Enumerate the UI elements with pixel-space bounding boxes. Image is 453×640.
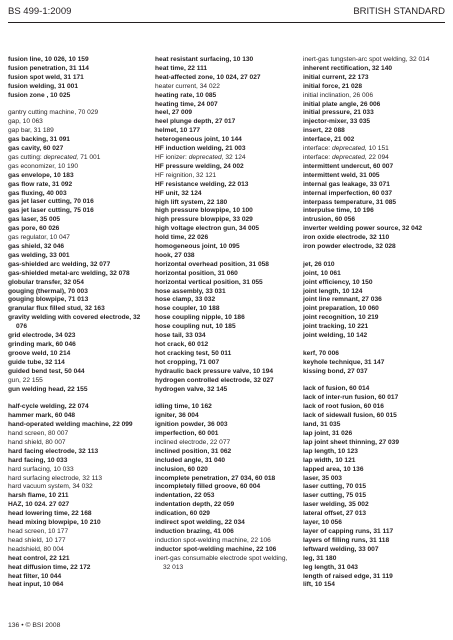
index-entry: hot crack, 60 012 (155, 341, 209, 348)
index-entry: laser welding, 35 002 (303, 501, 369, 509)
index-entry: lap width, 10 121 (303, 456, 356, 464)
index-entry: hose assembly, 33 031 (155, 287, 226, 295)
index-entry: hand screen, 80 007 (8, 430, 69, 438)
index-entry: HF induction welding, 21 003 (155, 145, 246, 153)
index-entry: intrusion, 60 056 (303, 216, 356, 224)
index-entry: initial force, 21 028 (303, 82, 363, 90)
index-entry: head screen, 10 177 (8, 528, 69, 535)
index-entry: gas jet laser cutting, 75 016 (8, 207, 94, 215)
standard-number: BS 499-1:2009 (8, 6, 72, 17)
index-entry: hard vacuum system, 34 032 (8, 483, 93, 491)
index-entry: heat filter, 10 044 (8, 572, 62, 580)
index-entry: gas economizer, 10 190 (8, 162, 79, 170)
index-entry: injector-mixer, 33 035 (303, 118, 371, 126)
index-entry: hammer mark, 60 048 (8, 412, 76, 420)
index-entry: initial plate angle, 26 006 (303, 100, 381, 108)
index-entry: insert, 22 088 (303, 127, 345, 135)
index-entry: layers of filling runs, 31 118 (303, 536, 390, 544)
index-entry: lap length, 10 123 (303, 447, 358, 455)
index-entry: gouging (thermal), 70 003 (8, 287, 88, 295)
index-entry: interface: deprecated, 22 094 (303, 153, 389, 161)
index-entry: fusion zone , 10 025 (8, 91, 71, 99)
index-entry: fusion penetration, 31 114 (8, 64, 89, 72)
index-entry: hand-operated welding machine, 22 099 (8, 421, 133, 429)
index-column-1 (8, 56, 148, 590)
index-entry: interface, 21 002 (303, 136, 355, 144)
index-entry: heel plunge depth, 27 017 (155, 118, 236, 126)
index-entry: initial current, 22 173 (303, 73, 369, 81)
index-entry: imperfection, 60 001 (155, 430, 219, 438)
index-entry: gas cutting: deprecated, 71 001 (8, 153, 101, 161)
index-entry: fusion line, 10 026, 10 159 (8, 56, 89, 63)
index-entry: hard facing electrode, 32 113 (8, 447, 99, 455)
index-entry: initial inclination, 26 006 (303, 91, 374, 99)
index-entry: leftward welding, 33 007 (303, 545, 379, 553)
index-entry: gravity welding with covered electrode, 32 076 (8, 314, 141, 331)
index-entry: intermittent undercut, 60 007 (303, 162, 394, 170)
index-entry: heterogeneous joint, 10 144 (155, 136, 242, 144)
index-column-3 (303, 56, 443, 590)
index-entry: indirect spot welding, 22 034 (155, 519, 245, 527)
index-entry: gas flow rate, 31 092 (8, 180, 73, 188)
index-entry: indentation, 22 053 (155, 492, 215, 500)
page-footer: 136 • © BSI 2008 (8, 622, 61, 629)
index-entry: hose coupling nipple, 10 186 (155, 314, 245, 322)
index-entry: interpulse time, 10 196 (303, 207, 374, 215)
index-entry: high pressure blowpipe, 33 029 (155, 216, 253, 224)
index-entry: internal imperfection, 60 037 (303, 189, 393, 197)
index-entry: heater current, 34 022 (155, 82, 220, 90)
index-entry: head shield, 10 177 (8, 536, 66, 544)
publisher-title: BRITISH STANDARD (353, 6, 445, 17)
index-entry: gas-shielded arc welding, 32 077 (8, 260, 111, 268)
index-entry: joint preparation, 10 060 (303, 305, 379, 313)
index-entry: lift, 10 154 (303, 581, 335, 589)
index-entry: lateral offset, 27 013 (303, 510, 367, 518)
index-entry: heat input, 10 064 (8, 581, 64, 589)
index-entry: inclusion, 60 020 (155, 465, 208, 473)
index-entry: HF ionizer: deprecated, 32 124 (155, 153, 246, 161)
index-entry: lap joint, 31 026 (303, 430, 353, 438)
index-entry: laser cutting, 70 015 (303, 483, 367, 491)
index-entry: ignition powder, 36 003 (155, 421, 228, 429)
index-entry: indentation depth, 22 059 (155, 501, 235, 509)
index-entry: induction brazing, 41 006 (155, 528, 234, 536)
index-entry: hot cropping, 71 007 (155, 358, 220, 366)
index-entry: indication, 60 029 (155, 510, 210, 518)
index-entry: inherent rectification, 32 140 (303, 64, 393, 72)
index-entry: high pressure blowpipe, 10 100 (155, 207, 253, 215)
index-entry: inert-gas tungsten-arc spot welding, 32 014 (303, 56, 430, 63)
index-entry: laser cutting, 75 015 (303, 492, 367, 500)
index-entry: gas jet laser cutting, 70 016 (8, 198, 94, 206)
index-entry: hose coupler, 10 188 (155, 305, 220, 313)
index-entry: joint recognition, 10 219 (303, 314, 379, 322)
index-entry: heating time, 24 007 (155, 100, 218, 108)
index-entry: gas shield, 32 046 (8, 243, 65, 251)
index-entry: hard facing, 10 033 (8, 456, 68, 464)
index-entry: half-cycle welding, 22 074 (8, 403, 89, 411)
index-entry: lap joint sheet thinning, 27 039 (303, 438, 399, 446)
index-entry: gas fluxing, 40 003 (8, 189, 67, 197)
header-rule (8, 22, 445, 23)
index-entry: gas laser, 35 005 (8, 216, 61, 224)
index-entry: intermittent weld, 31 005 (303, 171, 380, 179)
index-entry: length of raised edge, 31 119 (303, 572, 393, 580)
index-entry: HAZ, 10 024. 27 027 (8, 501, 70, 509)
index-entry: hydrogen valve, 32 145 (155, 385, 228, 393)
index-entry: lack of sidewall fusion, 60 015 (303, 412, 397, 420)
index-entry: horizontal position, 31 060 (155, 269, 238, 277)
index-entry: idling time, 10 162 (155, 403, 212, 411)
index-entry: HF pressure welding, 24 002 (155, 162, 244, 170)
index-entry: fusion spot weld, 31 171 (8, 73, 84, 81)
index-entry: joint tracking, 10 221 (303, 323, 369, 331)
index-entry: harsh flame, 10 211 (8, 492, 69, 500)
index-entry: gantry cutting machine, 70 029 (8, 109, 99, 117)
index-entry: heating rate, 10 085 (155, 91, 217, 99)
index-entry: helmet, 10 177 (155, 127, 201, 135)
index-entry: HF resistance welding, 22 013 (155, 180, 249, 188)
index-entry: heat time, 22 111 (155, 64, 208, 72)
index-entry: gas-shielded metal-arc welding, 32 078 (8, 269, 130, 277)
index-entry: high lift system, 22 180 (155, 198, 228, 206)
index-entry: land, 31 035 (303, 421, 341, 429)
index-entry: keyhole technique, 31 147 (303, 358, 385, 366)
index-entry: hose tail, 33 034 (155, 332, 206, 340)
index-entry: incompletely filled groove, 60 004 (155, 483, 261, 491)
index-entry: inductor spot-welding machine, 22 106 (155, 545, 277, 553)
index-entry: lack of inter-run fusion, 60 017 (303, 394, 399, 402)
index-entry: heat control, 22 121 (8, 554, 70, 562)
index-entry: grinding mark, 60 046 (8, 340, 76, 348)
index-entry: grid electrode, 34 023 (8, 332, 76, 340)
index-entry: jet, 26 010 (303, 260, 335, 268)
index-entry: gas pore, 60 026 (8, 225, 60, 233)
index-entry: included angle, 31 040 (155, 456, 225, 464)
index-entry: heat-affected zone, 10 024, 27 027 (155, 73, 261, 81)
index-entry: hard surfacing electrode, 32 113 (8, 474, 103, 482)
index-entry: kissing bond, 27 037 (303, 367, 368, 375)
index-entry: heat diffusion time, 22 172 (8, 563, 91, 571)
index-entry: guided bend test, 50 044 (8, 367, 85, 375)
index-entry: hook, 27 038 (155, 251, 195, 259)
index-entry: leg length, 31 043 (303, 563, 358, 571)
index-entry: heat resistant surfacing, 10 130 (155, 56, 254, 63)
index-entry: gas welding, 33 001 (8, 251, 70, 259)
index-entry: iron oxide electrode, 32 110 (303, 234, 390, 242)
index-entry: joint, 10 061 (303, 269, 341, 277)
index-entry: HF unit, 32 124 (155, 189, 202, 197)
index-entry: inclined electrode, 22 077 (155, 438, 231, 446)
index-entry: hydraulic back pressure valve, 10 194 (155, 367, 274, 375)
index-entry: lapped area, 10 136 (303, 465, 364, 473)
index-entry: gas cavity, 60 027 (8, 145, 64, 153)
index-entry: kerf, 70 006 (303, 349, 339, 357)
index-entry: hose coupling nut, 10 185 (155, 323, 236, 331)
index-entry: hydrogen controlled electrode, 32 027 (155, 376, 274, 384)
index-entry: high voltage electron gun, 34 005 (155, 225, 260, 233)
index-entry: fusion welding, 31 001 (8, 82, 78, 90)
index-entry: globular transfer, 32 054 (8, 278, 84, 286)
index-entry: homogeneous joint, 10 095 (155, 243, 240, 251)
index-entry: gap, 10 063 (8, 118, 43, 126)
index-entry: hand shield, 80 007 (8, 438, 66, 446)
index-entry: interpass temperature, 31 085 (303, 198, 397, 206)
index-entry: hot cracking test, 50 011 (155, 349, 232, 357)
index-entry: induction spot-welding machine, 22 106 (155, 536, 271, 544)
index-entry: lack of fusion, 60 014 (303, 385, 370, 393)
index-entry: incomplete penetration, 27 034, 60 018 (155, 474, 276, 482)
index-entry: head lowering time, 22 168 (8, 510, 92, 518)
index-entry: horizontal vertical position, 31 055 (155, 278, 263, 286)
index-entry: gouging blowpipe, 71 013 (8, 296, 89, 304)
index-entry: gas backing, 31 091 (8, 136, 70, 144)
index-entry: hard surfacing, 10 033 (8, 465, 74, 473)
index-entry: igniter, 36 004 (155, 412, 199, 420)
index-entry: leg, 31 180 (303, 554, 337, 562)
index-entry: lack of root fusion, 60 016 (303, 403, 384, 411)
index-column-2 (155, 56, 295, 573)
index-entry: initial pressure, 21 033 (303, 109, 374, 117)
index-entry: joint welding, 10 142 (303, 332, 368, 340)
index-entry: head mixing blowpipe, 10 210 (8, 519, 101, 527)
index-entry: layer of capping runs, 31 117 (303, 527, 394, 535)
index-entry: horizontal overhead position, 31 058 (155, 260, 269, 268)
index-entry: laser, 35 003 (303, 474, 342, 482)
index-entry: guide tube, 32 114 (8, 358, 65, 366)
index-entry: gas envelope, 10 183 (8, 171, 74, 179)
index-entry: gas regulator, 10 047 (8, 234, 70, 242)
index-entry: inert-gas consumable electrode spot welding, 32 013 (155, 554, 288, 571)
index-entry: joint length, 10 124 (303, 287, 363, 295)
index-entry: gun, 22 155 (8, 376, 43, 384)
index-entry: gun welding head, 22 155 (8, 385, 88, 393)
index-entry: iron powder electrode, 32 028 (303, 243, 396, 251)
index-entry: internal gas leakage, 33 071 (303, 180, 390, 188)
index-entry: inverter welding power source, 32 042 (303, 225, 423, 233)
index-entry: inclined position, 31 062 (155, 447, 232, 455)
index-entry: gap bar, 31 189 (8, 127, 54, 135)
index-entry: headshield, 80 004 (8, 545, 64, 553)
index-entry: heel, 27 009 (155, 109, 193, 117)
index-entry: joint line remnant, 27 036 (303, 296, 382, 304)
index-entry: layer, 10 056 (303, 519, 342, 527)
index-entry: hold time, 22 026 (155, 234, 209, 242)
index-entry: joint efficiency, 10 150 (303, 278, 373, 286)
index-entry: granular flux filled stud, 32 163 (8, 305, 105, 313)
index-entry: groove weld, 10 214 (8, 349, 71, 357)
index-entry: interface: deprecated, 10 151 (303, 145, 389, 153)
index-entry: HF reignition, 32 121 (155, 171, 217, 179)
index-entry: hose clamp, 33 032 (155, 296, 216, 304)
